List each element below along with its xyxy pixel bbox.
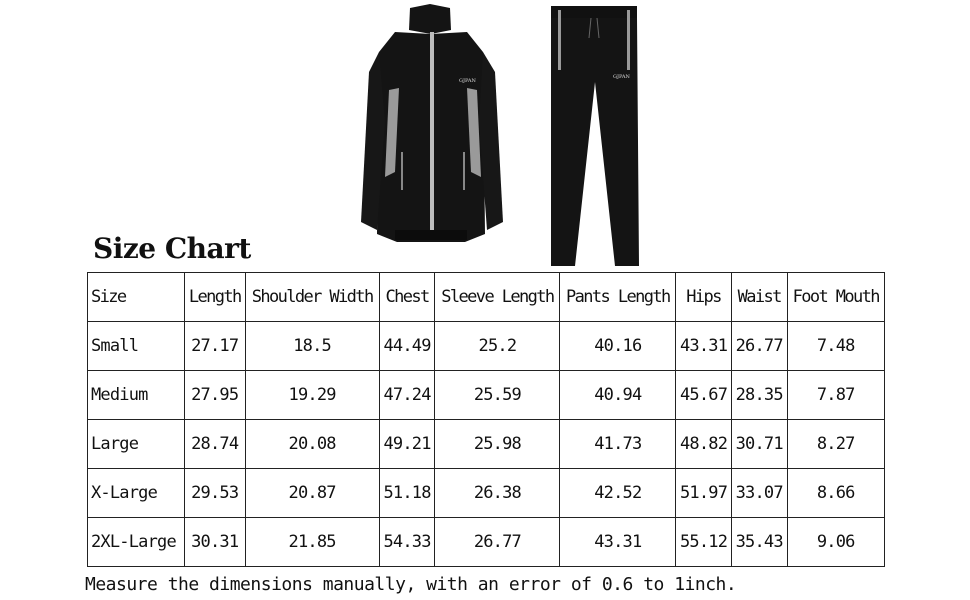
table-cell: 48.82 [676,420,732,469]
table-cell: 26.77 [731,322,787,371]
column-header: Foot Mouth [787,273,884,322]
table-cell: 8.66 [787,469,884,518]
table-cell: 55.12 [676,518,732,567]
table-cell: Large [88,420,185,469]
column-header: Size [88,273,185,322]
table-cell: 2XL-Large [88,518,185,567]
table-cell: 28.74 [184,420,245,469]
table-cell: 18.5 [245,322,379,371]
table-cell: Small [88,322,185,371]
table-cell: 45.67 [676,371,732,420]
table-row [88,322,885,371]
table-cell: 7.48 [787,322,884,371]
table-cell: 7.87 [787,371,884,420]
pants-logo: GJPAN [613,74,630,80]
table-cell: 28.35 [731,371,787,420]
table-cell: 49.21 [379,420,435,469]
table-cell: 25.2 [435,322,560,371]
table-row [88,469,885,518]
table-row [88,371,885,420]
tracksuit-image [355,2,645,268]
table-row [88,420,885,469]
table-header-row [88,273,885,322]
table-cell: 33.07 [731,469,787,518]
table-cell: 29.53 [184,469,245,518]
jacket-logo: GJPAN [459,78,476,84]
table-row [88,518,885,567]
table-cell: 25.59 [435,371,560,420]
table-cell: 44.49 [379,322,435,371]
table-cell: 19.29 [245,371,379,420]
measurement-note: Measure the dimensions manually, with an error of 0.6 to 1inch. [85,574,737,595]
table-cell: 30.71 [731,420,787,469]
pants-illustration [551,6,639,266]
table-cell: 27.95 [184,371,245,420]
table-cell: 54.33 [379,518,435,567]
table-cell: 21.85 [245,518,379,567]
table-cell: 40.94 [560,371,676,420]
table-cell: 8.27 [787,420,884,469]
jacket-illustration [361,4,503,242]
table-cell: 27.17 [184,322,245,371]
table-cell: 40.16 [560,322,676,371]
table-cell: 43.31 [676,322,732,371]
table-cell: 25.98 [435,420,560,469]
table-cell: 26.77 [435,518,560,567]
table-cell: 30.31 [184,518,245,567]
table-cell: 51.97 [676,469,732,518]
page-title: Size Chart [93,232,251,265]
table-cell: 20.87 [245,469,379,518]
table-cell: 41.73 [560,420,676,469]
column-header: Hips [676,273,732,322]
column-header: Waist [731,273,787,322]
size-chart-table [87,272,885,567]
table-cell: Medium [88,371,185,420]
table-cell: 35.43 [731,518,787,567]
table-cell: 51.18 [379,469,435,518]
column-header: Pants Length [560,273,676,322]
table-cell: 42.52 [560,469,676,518]
column-header: Sleeve Length [435,273,560,322]
column-header: Shoulder Width [245,273,379,322]
table-cell: 26.38 [435,469,560,518]
column-header: Chest [379,273,435,322]
column-header: Length [184,273,245,322]
table-cell: 20.08 [245,420,379,469]
table-cell: 9.06 [787,518,884,567]
table-cell: 47.24 [379,371,435,420]
table-cell: X-Large [88,469,185,518]
table-cell: 43.31 [560,518,676,567]
